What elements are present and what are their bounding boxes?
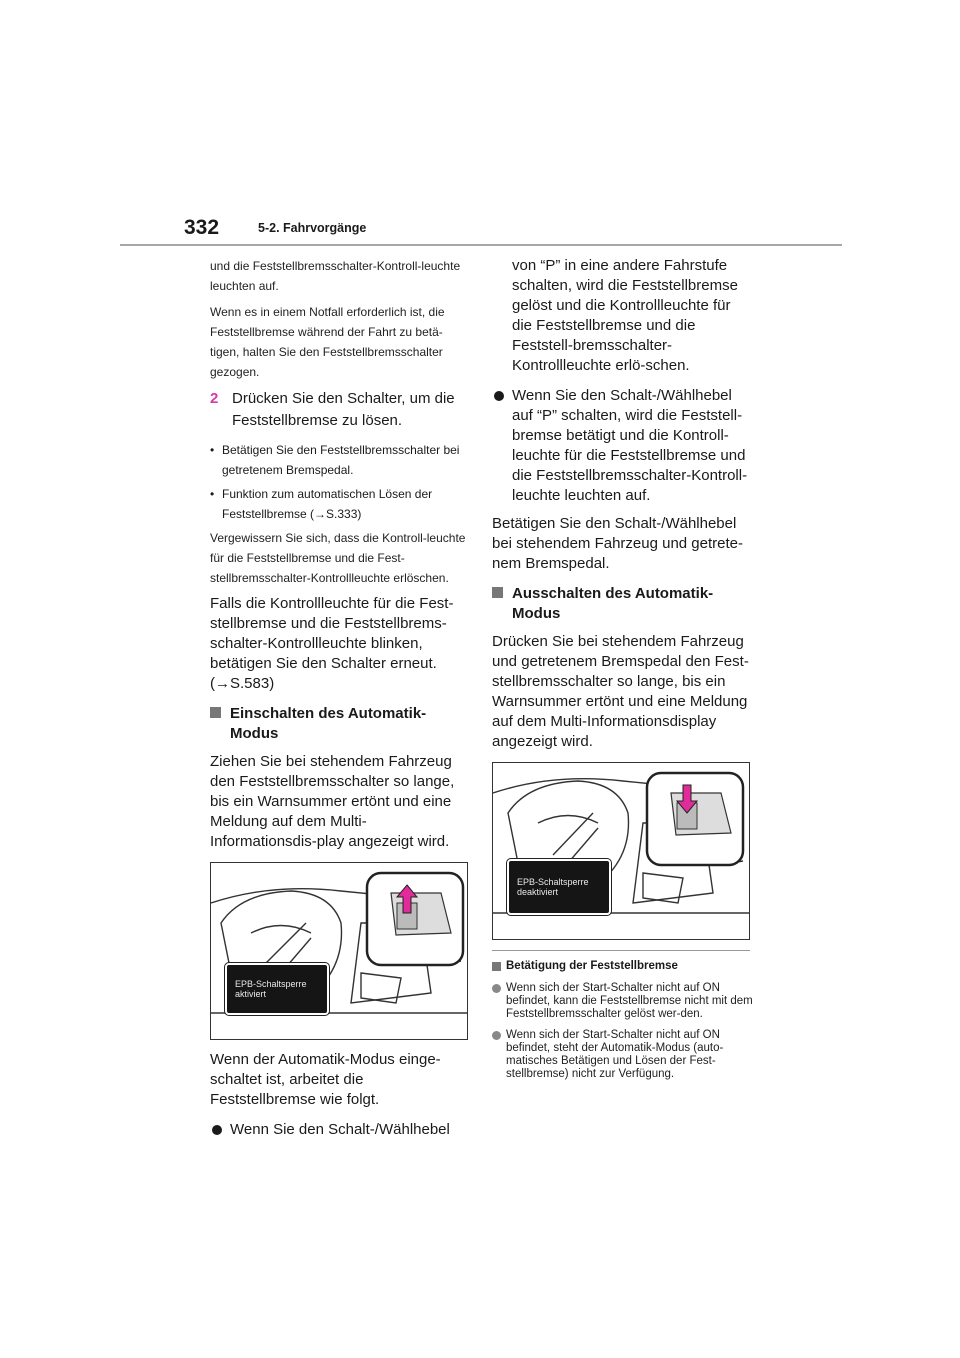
- dot-item: Wenn Sie den Schalt-/Wählhebel auf “P” schalten, wird die Feststell-bremse betätigt und die Kontroll-leuchte für die Feststellbremse und die Feststellbremsschalter-Kontroll-leuchte leuchten auf.: [492, 386, 754, 506]
- step-text: Drücken Sie den Schalter, um die Feststellbremse zu lösen.: [232, 390, 455, 429]
- dot-item: Wenn Sie den Schalt-/Wählhebel: [210, 1120, 472, 1140]
- note-rule: [492, 950, 750, 951]
- intro-text-1: und die Feststellbremsschalter-Kontroll-leuchte leuchten auf.: [210, 259, 461, 293]
- info-display: EPB-Schaltsperre aktiviert: [225, 963, 329, 1015]
- heading-auto-on: Einschalten des Automatik-Modus: [210, 704, 472, 744]
- right-column: [492, 256, 754, 1089]
- bullet-dot-icon: [212, 1125, 222, 1135]
- bullet-item: • Betätigen Sie den Feststellbremsschalter bei getretenem Bremspedal.: [210, 443, 460, 477]
- step-number: 2: [210, 390, 219, 407]
- auto-off-text: Drücken Sie bei stehendem Fahrzeug und getretenem Bremspedal den Fest-stellbremsschalter so lange, bis ein Warnsummer ertönt und eine Meldung auf dem Multi-Informationsdisplay angezeigt wird.: [492, 633, 749, 750]
- square-bullet-icon: [210, 707, 221, 718]
- figure-auto-off: [492, 762, 750, 940]
- info-display: EPB-Schaltsperre deaktiviert: [507, 859, 611, 915]
- figure-auto-on: [210, 862, 468, 1040]
- bullet-item: • Funktion zum automatischen Lösen der Feststellbremse (→S.333): [210, 487, 433, 521]
- note-item: Wenn sich der Start-Schalter nicht auf ON befindet, steht der Automatik-Modus (auto-matisches Betätigen und Lösen der Fest-stellbremse) nicht zur Verfügung.: [492, 1029, 754, 1081]
- header-rule: [120, 244, 842, 246]
- page-number: 332: [184, 216, 220, 239]
- operate-text: Betätigen Sie den Schalt-/Wählhebel bei stehendem Fahrzeug und getrete-nem Bremspedal.: [492, 515, 743, 572]
- verify-text: Vergewissern Sie sich, dass die Kontroll-leuchte für die Feststellbremse und die Fest-stellbremsschalter-Kontrollleuchte erlöschen.: [210, 531, 466, 585]
- heading-auto-off: Ausschalten des Automatik-Modus: [492, 584, 754, 624]
- blink-text: Falls die Kontrollleuchte für die Fest-stellbremse und die Feststellbrems-schalter-Kontrollleuchte blinken, betätigen Sie den Schalter erneut. (→S.583): [210, 595, 454, 692]
- bullet-dot-icon: [492, 984, 501, 993]
- square-bullet-icon: [492, 962, 501, 971]
- bullet-dot-icon: [492, 1031, 501, 1040]
- intro-text-2: Wenn es in einem Notfall erforderlich ist, die Feststellbremse während der Fahrt zu betä-tigen, halten Sie den Feststellbremsschalter gezogen.: [210, 305, 445, 379]
- square-bullet-icon: [492, 587, 503, 598]
- step-2: [210, 388, 472, 432]
- note-heading: Betätigung der Feststellbremse: [492, 959, 754, 974]
- left-column: [210, 256, 472, 1148]
- bullet-dot-icon: [494, 391, 504, 401]
- note-item: Wenn sich der Start-Schalter nicht auf ON befindet, kann die Feststellbremse nicht mit dem Feststellbremsschalter gelöst wer-den.: [492, 982, 754, 1021]
- auto-on-text: Ziehen Sie bei stehendem Fahrzeug den Feststellbremsschalter so lange, bis ein Warnsummer ertönt und eine Meldung auf dem Multi-Informationsdis-play angezeigt wird.: [210, 753, 455, 850]
- section-title: 5-2. Fahrvorgänge: [258, 221, 367, 235]
- continued-text: von “P” in eine andere Fahrstufe schalten, wird die Feststellbremse gelöst und die Kontrollleuchte für die Feststellbremse und die Feststell-bremsschalter-Kontrollleuchte erlö-schen.: [512, 257, 738, 374]
- after-figure-text: Wenn der Automatik-Modus einge-schaltet ist, arbeitet die Feststellbremse wie folgt.: [210, 1051, 441, 1108]
